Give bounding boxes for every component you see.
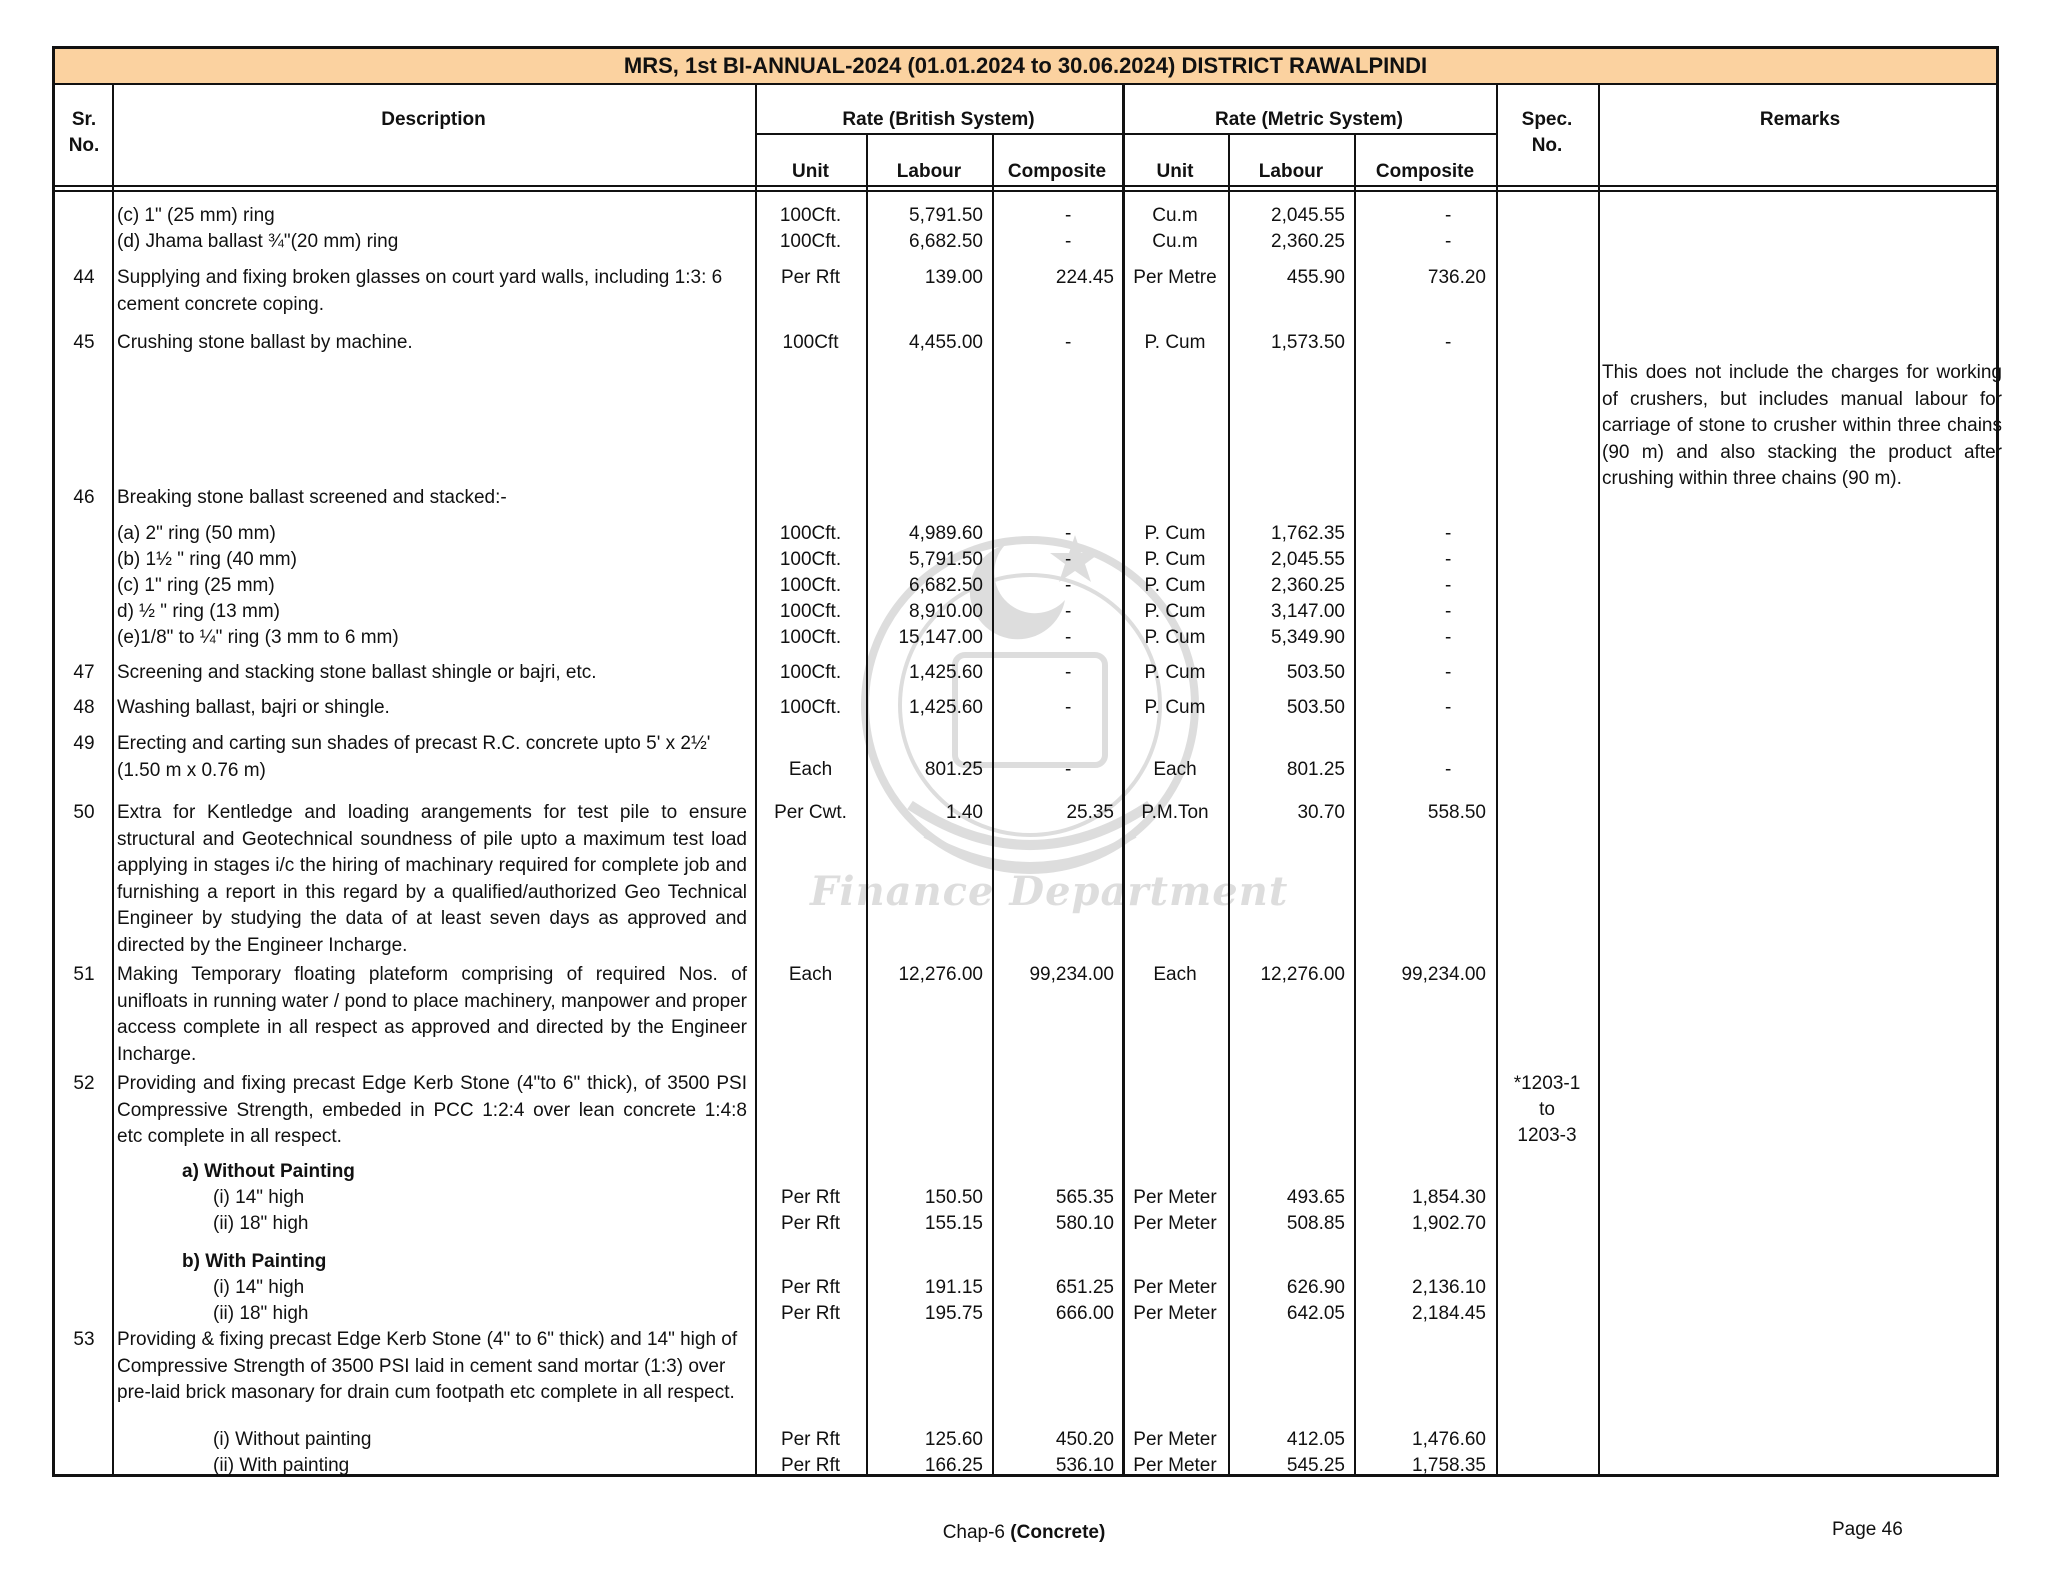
row-british-labour: 6,682.50	[909, 231, 983, 252]
row-description: Screening and stacking stone ballast shingle or bajri, etc.	[117, 662, 597, 683]
row-british-unit: 100Cft.	[779, 662, 842, 683]
row-british-unit: 100Cft.	[779, 231, 842, 252]
row-british-unit: Per Rft	[780, 267, 841, 288]
row-description: Breaking stone ballast screened and stacked:-	[117, 487, 507, 508]
row-description: Providing and fixing precast Edge Kerb Stone (4"to 6" thick), of 3500 PSI Compressive Strength, embeded in PCC 1:2:4 over lean concrete 1:4:8 etc complete in all respect.	[117, 1073, 747, 1148]
row-british-labour: 1.40	[946, 802, 983, 823]
row-description: (ii) 18" high	[213, 1303, 309, 1324]
row-metric-unit: P.M.Ton	[1141, 802, 1209, 823]
row-british-composite: -	[1065, 549, 1072, 570]
row-british-labour: 12,276.00	[898, 964, 983, 985]
row-metric-composite: 736.20	[1427, 267, 1486, 288]
row-sr-no: 45	[73, 332, 95, 353]
row-metric-unit: Per Meter	[1133, 1455, 1217, 1476]
row-british-labour: 150.50	[924, 1187, 983, 1208]
row-metric-unit: Per Meter	[1133, 1303, 1217, 1324]
row-metric-unit: P. Cum	[1144, 697, 1206, 718]
row-metric-composite: 1,854.30	[1412, 1187, 1486, 1208]
row-british-composite: -	[1065, 231, 1072, 252]
row-metric-unit: Per Metre	[1133, 267, 1217, 288]
row-british-composite: 580.10	[1055, 1213, 1114, 1234]
row-description: (e)1/8" to ¼" ring (3 mm to 6 mm)	[117, 627, 399, 648]
row-metric-composite: 1,758.35	[1412, 1455, 1486, 1476]
row-british-unit: Per Rft	[780, 1455, 841, 1476]
row-british-composite: 565.35	[1055, 1187, 1114, 1208]
row-description: (ii) 18" high	[213, 1213, 309, 1234]
row-british-composite: -	[1065, 697, 1072, 718]
row-metric-unit: Per Meter	[1133, 1187, 1217, 1208]
row-british-composite: 224.45	[1055, 267, 1114, 288]
row-metric-labour: 493.65	[1286, 1187, 1345, 1208]
row-description: (c) 1" ring (25 mm)	[117, 575, 275, 596]
rate-table	[52, 46, 2002, 1477]
header-m-unit: Unit	[1156, 161, 1194, 182]
row-metric-unit: P. Cum	[1144, 549, 1206, 570]
row-metric-unit: Each	[1153, 964, 1197, 985]
row-british-unit: 100Cft.	[779, 523, 842, 544]
row-metric-labour: 412.05	[1286, 1429, 1345, 1450]
row-metric-labour: 642.05	[1286, 1303, 1345, 1324]
row-metric-unit: Per Meter	[1133, 1429, 1217, 1450]
spec-52-line3: 1203-3	[1517, 1125, 1577, 1146]
row-metric-unit: P. Cum	[1144, 662, 1206, 683]
row-metric-labour: 503.50	[1286, 662, 1345, 683]
row-metric-composite: 2,136.10	[1412, 1277, 1486, 1298]
row-british-labour: 801.25	[924, 759, 983, 780]
row-british-labour: 139.00	[924, 267, 983, 288]
row-sr-no: 50	[73, 802, 95, 823]
row-metric-labour: 1,762.35	[1271, 523, 1345, 544]
row-description: Washing ballast, bajri or shingle.	[117, 697, 390, 718]
row-british-composite: 666.00	[1055, 1303, 1114, 1324]
row-british-unit: 100Cft.	[779, 549, 842, 570]
row-metric-labour: 1,573.50	[1271, 332, 1345, 353]
row-british-unit: Per Rft	[780, 1213, 841, 1234]
footer-chapter	[0, 1522, 2048, 1544]
row-description: (b) 1½ " ring (40 mm)	[117, 549, 297, 570]
row-british-unit: 100Cft.	[779, 601, 842, 622]
row-metric-composite: -	[1445, 332, 1452, 353]
row-sr-no: 47	[73, 662, 95, 683]
row-description: Erecting and carting sun shades of precast R.C. concrete upto 5' x 2½' (1.50 m x 0.76 m)	[117, 733, 711, 781]
row-british-unit: 100Cft.	[779, 627, 842, 648]
row-british-unit: Each	[788, 964, 833, 985]
row-metric-labour: 3,147.00	[1271, 601, 1345, 622]
row-british-unit: Each	[788, 759, 833, 780]
row-british-labour: 1,425.60	[909, 697, 983, 718]
row-description: (ii) With painting	[213, 1455, 350, 1476]
row-sr-no: 52	[73, 1073, 95, 1094]
header-m-labour: Labour	[1258, 161, 1324, 182]
row-british-labour: 166.25	[924, 1455, 983, 1476]
row-british-composite: 536.10	[1055, 1455, 1114, 1476]
row-british-composite: -	[1065, 523, 1072, 544]
row-description: d) ½ " ring (13 mm)	[117, 601, 281, 622]
row-british-labour: 191.15	[924, 1277, 983, 1298]
header-metric-system: Rate (Metric System)	[1215, 109, 1403, 130]
row-british-unit: Per Rft	[780, 1303, 841, 1324]
row-metric-composite: 1,902.70	[1412, 1213, 1486, 1234]
row-metric-labour: 503.50	[1286, 697, 1345, 718]
watermark-text: Finance Department	[810, 868, 1289, 915]
row-british-labour: 5,791.50	[909, 549, 983, 570]
row-metric-labour: 2,360.25	[1271, 575, 1345, 596]
row-metric-unit: Cu.m	[1152, 231, 1198, 252]
row-metric-labour: 455.90	[1286, 267, 1345, 288]
row-description: Extra for Kentledge and loading arangements for test pile to ensure structural and Geotechnical soundness of pile upto a maximum test load applying in stages i/c the hiring of machinary required for complete job and furnishing a report in this regard by a qualified/authorized Geo Technical Engineer by studying the data of at least seven days as approved and directed by the Engineer Incharge.	[117, 802, 747, 956]
row-british-composite: 25.35	[1066, 802, 1114, 823]
row-metric-labour: 12,276.00	[1260, 964, 1345, 985]
row-description: Providing & fixing precast Edge Kerb Stone (4" to 6" thick) and 14" high of Compressive Strength of 3500 PSI laid in cement sand mortar (1:3) over pre-laid brick masonary for drain cum footpath etc complete in all respect.	[117, 1329, 738, 1404]
header-spec-no: Spec. No.	[1521, 109, 1573, 156]
row-british-unit: Per Rft	[780, 1277, 841, 1298]
row-british-composite: -	[1065, 332, 1072, 353]
row-british-composite: -	[1065, 662, 1072, 683]
footer-chapter-prefix: Chap-6	[942, 1522, 1011, 1543]
row-british-unit: 100Cft.	[779, 575, 842, 596]
row-sr-no: 46	[73, 487, 95, 508]
row-metric-composite: -	[1445, 205, 1452, 226]
row-description: (a) 2" ring (50 mm)	[117, 523, 276, 544]
row-british-labour: 6,682.50	[909, 575, 983, 596]
row-metric-labour: 5,349.90	[1271, 627, 1345, 648]
row-british-composite: -	[1065, 205, 1072, 226]
row-metric-composite: -	[1445, 575, 1452, 596]
row-metric-unit: P. Cum	[1144, 575, 1206, 596]
row-british-labour: 155.15	[924, 1213, 983, 1234]
row-british-labour: 4,455.00	[909, 332, 983, 353]
row-metric-labour: 30.70	[1297, 802, 1345, 823]
row-british-labour: 15,147.00	[898, 627, 983, 648]
row-metric-composite: -	[1445, 231, 1452, 252]
row-metric-labour: 2,045.55	[1271, 549, 1345, 570]
row-metric-unit: P. Cum	[1144, 332, 1206, 353]
remarks-item-45: This does not include the charges for working of crushers, but includes manual labour for carriage of stone to crusher within three chains (90 m) and also stacking the product after crushing within three chains (90 m).	[1602, 362, 2002, 490]
row-metric-labour: 801.25	[1286, 759, 1345, 780]
row-description: a) Without Painting	[182, 1161, 355, 1182]
spec-52-line1: *1203-1	[1513, 1073, 1581, 1094]
header-b-composite: Composite	[1007, 161, 1107, 182]
row-description: (i) Without painting	[213, 1429, 372, 1450]
row-metric-composite: -	[1445, 662, 1452, 683]
row-metric-composite: 2,184.45	[1412, 1303, 1486, 1324]
row-metric-composite: -	[1445, 697, 1452, 718]
row-british-composite: 450.20	[1055, 1429, 1114, 1450]
header-british-system: Rate (British System)	[842, 109, 1035, 130]
row-metric-unit: Per Meter	[1133, 1277, 1217, 1298]
row-metric-composite: -	[1445, 759, 1452, 780]
row-british-unit: 100Cft.	[779, 697, 842, 718]
row-description: Crushing stone ballast by machine.	[117, 332, 413, 353]
row-british-composite: -	[1065, 759, 1072, 780]
row-british-labour: 5,791.50	[909, 205, 983, 226]
row-description: (i) 14" high	[213, 1187, 305, 1208]
row-sr-no: 51	[73, 964, 95, 985]
row-metric-unit: Per Meter	[1133, 1213, 1217, 1234]
header-description: Description	[381, 109, 486, 130]
row-metric-labour: 2,045.55	[1271, 205, 1345, 226]
header-remarks: Remarks	[1759, 109, 1841, 130]
row-british-labour: 1,425.60	[909, 662, 983, 683]
row-metric-unit: P. Cum	[1144, 601, 1206, 622]
header-b-labour: Labour	[896, 161, 962, 182]
row-british-labour: 125.60	[924, 1429, 983, 1450]
row-british-unit: Per Cwt.	[774, 802, 847, 823]
row-british-composite: -	[1065, 575, 1072, 596]
row-british-labour: 4,989.60	[909, 523, 983, 544]
row-sr-no: 44	[73, 267, 95, 288]
row-metric-composite: 99,234.00	[1401, 964, 1486, 985]
row-british-composite: -	[1065, 601, 1072, 622]
header-m-composite: Composite	[1375, 161, 1475, 182]
header-b-unit: Unit	[792, 161, 829, 182]
spec-52-line2: to	[1539, 1099, 1555, 1120]
row-sr-no: 48	[73, 697, 95, 718]
row-british-labour: 195.75	[924, 1303, 983, 1324]
row-british-unit: 100Cft	[782, 332, 839, 353]
row-metric-composite: -	[1445, 523, 1452, 544]
footer-page-number: Page 46	[1832, 1519, 1903, 1540]
row-metric-composite: -	[1445, 549, 1452, 570]
row-description: Making Temporary floating plateform comprising of required Nos. of unifloats in running water / pond to place machinery, manpower and proper access complete in all respect as approved and directed by the Engineer Incharge.	[117, 964, 747, 1065]
row-description: Supplying and fixing broken glasses on court yard walls, including 1:3: 6 cement concrete coping.	[117, 267, 723, 315]
row-british-composite: -	[1065, 627, 1072, 648]
row-metric-composite: 1,476.60	[1412, 1429, 1486, 1450]
row-british-composite: 651.25	[1055, 1277, 1114, 1298]
row-metric-unit: P. Cum	[1144, 627, 1206, 648]
row-metric-unit: Cu.m	[1152, 205, 1198, 226]
row-metric-labour: 508.85	[1286, 1213, 1345, 1234]
row-metric-composite: 558.50	[1427, 802, 1486, 823]
header-sr-no: Sr. No.	[68, 109, 100, 156]
row-metric-unit: Each	[1153, 759, 1197, 780]
row-british-unit: Per Rft	[780, 1187, 841, 1208]
row-british-labour: 8,910.00	[909, 601, 983, 622]
row-metric-labour: 545.25	[1286, 1455, 1345, 1476]
row-description: b) With Painting	[182, 1251, 327, 1272]
footer-chapter-name: (Concrete)	[1010, 1522, 1106, 1543]
row-metric-unit: P. Cum	[1144, 523, 1206, 544]
row-metric-labour: 626.90	[1286, 1277, 1345, 1298]
row-british-unit: 100Cft.	[779, 205, 842, 226]
row-sr-no: 49	[73, 733, 95, 754]
row-metric-composite: -	[1445, 601, 1452, 622]
row-description: (i) 14" high	[213, 1277, 305, 1298]
row-sr-no: 53	[73, 1329, 95, 1350]
table-title: MRS, 1st BI-ANNUAL-2024 (01.01.2024 to 30.06.2024) DISTRICT RAWALPINDI	[55, 49, 1996, 85]
row-description: (d) Jhama ballast ¾"(20 mm) ring	[117, 231, 399, 252]
row-british-composite: 99,234.00	[1029, 964, 1114, 985]
row-metric-labour: 2,360.25	[1271, 231, 1345, 252]
row-british-unit: Per Rft	[780, 1429, 841, 1450]
row-description: (c) 1" (25 mm) ring	[117, 205, 275, 226]
row-metric-composite: -	[1445, 627, 1452, 648]
